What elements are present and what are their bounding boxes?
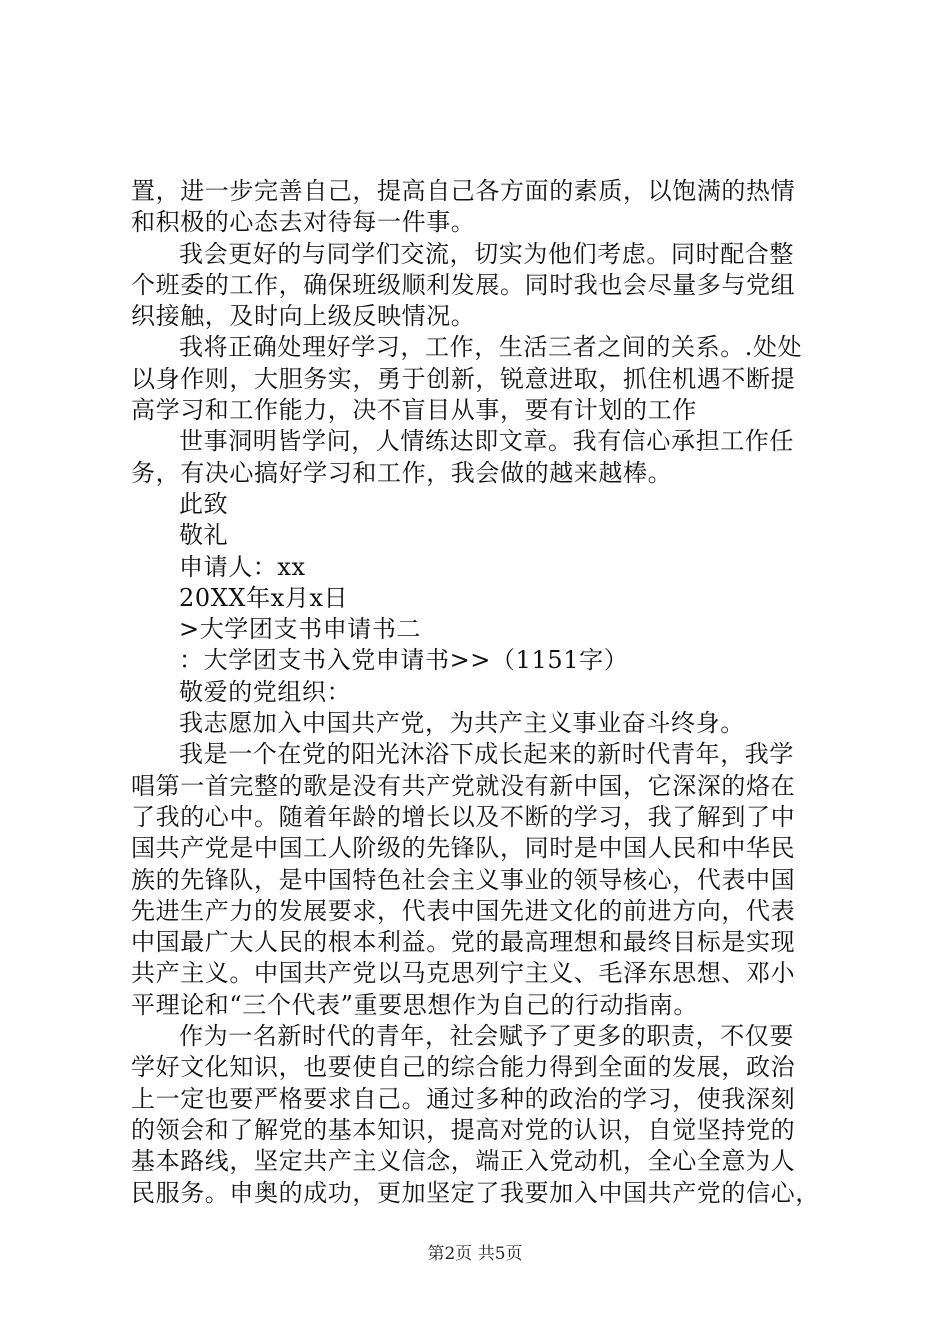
text-line: 上一定也要严格要求自己。通过多种的政治的学习，使我深刻 <box>131 1084 796 1113</box>
text-line: 国共产党是中国工人阶级的先锋队，同时是中国人民和中华民 <box>131 834 796 863</box>
text-line: 织接触，及时向上级反映情况。 <box>131 302 476 331</box>
text-line: 我志愿加入中国共产党，为共产主义事业奋斗终身。 <box>179 709 745 738</box>
text-line: 中国最广大人民的根本利益。党的最高理想和最终目标是实现 <box>131 928 796 957</box>
text-line: 作为一名新时代的青年，社会赋予了更多的职责，不仅要 <box>179 1022 794 1051</box>
text-line: 务，有决心搞好学习和工作，我会做的越来越棒。 <box>131 458 673 487</box>
text-line: 先进生产力的发展要求，代表中国先进文化的前进方向，代表 <box>131 896 796 925</box>
text-line: 学好文化知识，也要使自己的综合能力得到全面的发展，政治 <box>131 1053 796 1082</box>
text-line: ：大学团支书入党申请书>>（1151字） <box>179 646 629 675</box>
text-line: 我会更好的与同学们交流，切实为他们考虑。同时配合整 <box>179 239 794 268</box>
text-line: 个班委的工作，确保班级顺利发展。同时我也会尽量多与党组 <box>131 270 796 299</box>
text-line: 我是一个在党的阳光沐浴下成长起来的新时代青年，我学 <box>179 740 794 769</box>
text-line: 申请人：xx <box>179 552 306 581</box>
text-line: 民服务。申奥的成功，更加坚定了我要加入中国共产党的信心， <box>131 1178 820 1207</box>
text-line: 以身作则，大胆务实，勇于创新，锐意进取，抓住机遇不断提 <box>131 364 796 393</box>
text-line: 敬礼 <box>179 521 229 550</box>
text-line: 置，进一步完善自己，提高自己各方面的素质，以饱满的热情 <box>131 177 796 205</box>
text-line: 共产主义。中国共产党以马克思列宁主义、毛泽东思想、邓小 <box>131 959 796 988</box>
text-line: 敬爱的党组织： <box>179 677 352 706</box>
text-line: 世事洞明皆学问，人情练达即文章。我有信心承担工作任 <box>179 427 794 456</box>
text-line: 平理论和“三个代表”重要思想作为自己的行动指南。 <box>131 990 698 1019</box>
text-line: 我将正确处理好学习，工作，生活三者之间的关系。.处处 <box>179 333 803 362</box>
text-line: 了我的心中。随着年龄的增长以及不断的学习，我了解到了中 <box>131 802 796 831</box>
text-line: 基本路线，坚定共产主义信念，端正入党动机，全心全意为人 <box>131 1147 796 1176</box>
text-line: 20XX年x月x日 <box>179 583 349 612</box>
document-body <box>131 176 831 1209</box>
text-line: 高学习和工作能力，决不盲目从事，要有计划的工作 <box>131 396 697 425</box>
text-line: 族的先锋队，是中国特色社会主义事业的领导核心，代表中国 <box>131 865 796 894</box>
text-line: 的领会和了解党的基本知识，提高对党的认识，自觉坚持党的 <box>131 1115 796 1144</box>
text-line: 此致 <box>179 489 229 518</box>
page-footer: 第2页 共5页 <box>427 1244 523 1264</box>
text-line: >大学团支书申请书二 <box>179 615 422 644</box>
text-line: 唱第一首完整的歌是没有共产党就没有新中国，它深深的烙在 <box>131 771 796 800</box>
text-line: 和积极的心态去对待每一件事。 <box>131 208 476 237</box>
